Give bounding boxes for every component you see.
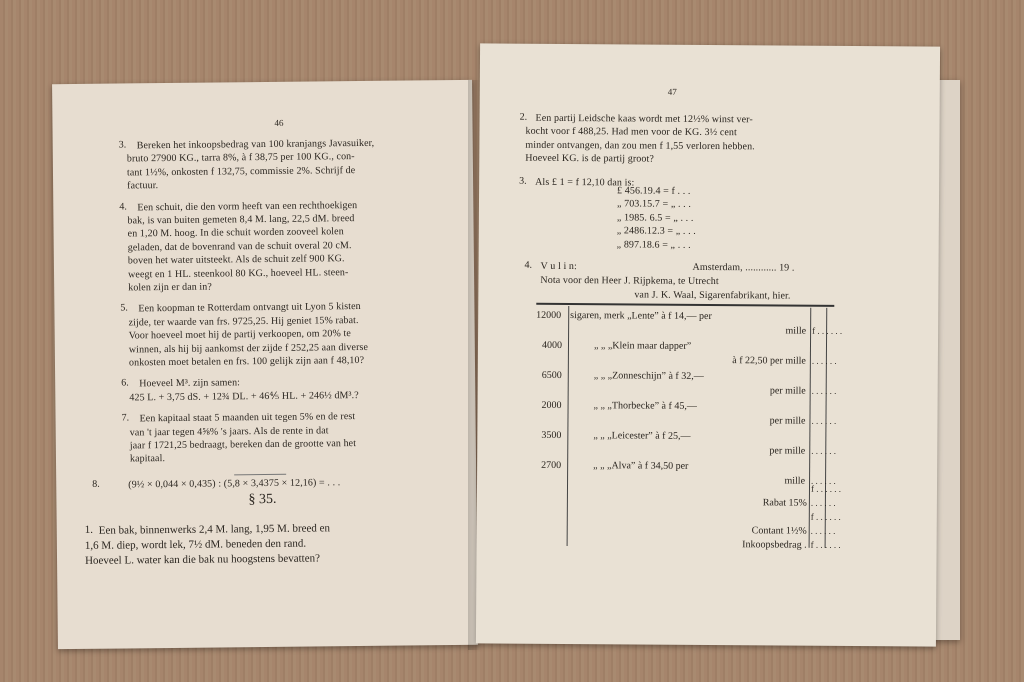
invoice-description: „ „ „Klein maar dapper” <box>593 340 692 352</box>
exercise-text-line: van 't jaar tegen 4⅝% 's jaars. Als de rente in dat <box>129 424 329 439</box>
invoice-description: „ „ „Zonneschijn” à f 32,— <box>593 370 704 382</box>
total-label: Contant 1½% <box>751 525 807 537</box>
city-date: Amsterdam, ............ 19 . <box>692 261 795 274</box>
invoice-quantity: 12000 <box>536 309 562 321</box>
invoice-top-rule <box>536 303 834 307</box>
conversion-line: „ 2486.12.3 = „ . . . <box>616 225 696 238</box>
exercise-number: 1. <box>84 523 94 536</box>
invoice-description-cont: per mille <box>769 385 806 397</box>
section-title: § 35. <box>248 491 277 508</box>
invoice-description-cont: mille <box>784 475 806 487</box>
invoice-amount: . . . . . . <box>811 415 837 426</box>
exercise-text-line: kocht voor f 488,25. Had men voor de KG. 3½ cent <box>525 126 737 139</box>
invoice-description-cont: per mille <box>769 415 806 427</box>
exercise-text-line: (9½ × 0,044 × 0,435) : (5,8 × 3,4375 × 12,16) = . . . <box>128 477 341 491</box>
exercise-text-line: tant 1½%, onkosten f 132,75, commissie 2%. Schrijf de <box>126 164 356 179</box>
exercise-text-line: Een schuit, die den vorm heeft van een rechthoekigen <box>137 199 358 213</box>
conversion-line: „ 897.18.6 = „ . . . <box>616 238 691 251</box>
exercise-number: 7. <box>121 412 130 424</box>
conversion-line: „ 1985. 6.5 = „ . . . <box>616 212 694 224</box>
invoice-description: sigaren, merk „Lente” à f 14,— per <box>570 310 712 323</box>
exercise-number: 6. <box>121 377 129 389</box>
nota-line-2: van J. K. Waal, Sigarenfabrikant, hier. <box>634 289 791 302</box>
exercise-text-line: 425 L. + 3,75 dS. + 12¾ DL. + 46⅘ HL. + 246½ dM³.? <box>129 389 359 404</box>
exercise-text-line: 1,6 M. diep, wordt lek, 7½ dM. beneden den rand. <box>84 537 307 552</box>
exercise-text-line: Een bak, binnenwerks 2,4 M. lang, 1,95 M. breed en <box>98 522 331 537</box>
invoice-quantity: 2000 <box>541 399 562 411</box>
exercise-number: 3. <box>519 175 527 187</box>
exercise-number: 2. <box>519 111 528 123</box>
invoice-description-cont: à f 22,50 per mille <box>732 355 806 367</box>
total-value: . . . . . . <box>810 525 836 536</box>
left-page <box>52 80 478 649</box>
exercise-number: 5. <box>120 302 128 314</box>
invoice-quantity: 3500 <box>541 429 562 441</box>
invoice-description-cont: per mille <box>769 445 806 457</box>
exercise-text-line: Een koopman te Rotterdam ontvangt uit Lyon 5 kisten <box>138 301 361 315</box>
invoice-amount: f . . . . . . <box>812 325 843 336</box>
exercise-text-line: onkosten moet betalen en frs. 100 gelijk zijn aan f 48,10? <box>128 354 365 369</box>
invoice-description: „ „ „Alva” à f 34,50 per <box>593 460 689 472</box>
invoice-amount: . . . . . . <box>811 445 837 456</box>
exercise-text-line: Als £ 1 = f 12,10 dan is: <box>535 176 635 189</box>
total-value: f . . . . . . <box>810 539 841 550</box>
exercise-text-line: boven het water uitsteekt. Als de schuit zelf 900 KG. <box>127 253 345 267</box>
exercise-text-line: weegt en 1 HL. steenkool 80 KG., hoeveel HL. steen- <box>127 266 349 281</box>
exercise-text-line: Hoeveel L. water kan die bak nu hoogstens bevatten? <box>84 552 320 567</box>
invoice-description: „ „ „Thorbecke” à f 45,— <box>593 400 697 412</box>
invoice-description: „ „ „Leicester” à f 25,— <box>593 430 691 442</box>
exercise-text-line: Bereken het inkoopsbedrag van 100 kranjangs Javasuiker, <box>136 137 375 152</box>
exercise-number: 3. <box>118 139 127 151</box>
nota-line-1: Nota voor den Heer J. Rijpkema, te Utrecht <box>540 274 719 288</box>
exercise-number: 4. <box>119 201 127 213</box>
invoice-left-column-line <box>567 306 570 546</box>
left-page-number: 46 <box>274 117 284 128</box>
total-value: f . . . . . . <box>810 483 842 494</box>
exercise-text-line: bak, is van buiten gemeten 8,4 M. lang, 22,5 dM. breed <box>127 213 355 227</box>
invoice-quantity: 6500 <box>541 369 562 381</box>
invoice-quantity: 4000 <box>541 339 563 351</box>
invoice-amount: . . . . . . <box>811 385 837 396</box>
exercise-text-line: Hoeveel M³. zijn samen: <box>139 377 241 390</box>
exercise-text-line: Hoeveel KG. is de partij groot? <box>525 152 654 165</box>
right-page-number: 47 <box>667 86 677 97</box>
total-value: f . . . . . . <box>810 511 841 522</box>
total-label: Rabat 15% <box>762 497 807 509</box>
exercise-text-line: geladen, dat de bovenrand van de schuit overal 20 cM. <box>127 239 352 254</box>
invoice-quantity: 2700 <box>541 459 562 471</box>
exercise-text-line: winnen, als hij bij aankomst der zijde f 252,25 aan diverse <box>128 341 369 356</box>
exercise-number: 8. <box>92 478 100 490</box>
exercise-text-line: Een kapitaal staat 5 maanden uit tegen 5% en de rest <box>139 411 356 425</box>
exercise-text-line: kapitaal. <box>129 453 166 465</box>
exercise-text-line: bruto 27900 KG., tarra 8%, à f 38,75 per 100 KG., con- <box>126 151 355 165</box>
invoice-amount: . . . . . . <box>811 475 836 486</box>
invoice-amount: . . . . . . <box>811 355 837 366</box>
total-label: Inkoopsbedrag . <box>742 539 807 551</box>
exercise-text-line: Voor hoeveel moet hij de partij verkoopen, om 20% te <box>128 328 351 342</box>
exercise-text-line: factuur. <box>127 180 159 192</box>
right-page <box>476 43 940 646</box>
conversion-line: „ 703.15.7 = „ . . . <box>616 198 692 211</box>
exercise-text-line: jaar f 1721,25 bedraagt, bereken dan de grootte van het <box>129 438 357 452</box>
exercise-number: 4. <box>524 259 533 271</box>
exercise-text-line: zijde, ter waarde van frs. 9725,25. Hij geniet 15% rabat. <box>128 314 359 329</box>
exercise-text-line: en 1,20 M. hoog. In die schuit worden zooveel kolen <box>127 226 344 240</box>
exercise-text-line: kolen zijn er dan in? <box>128 281 212 294</box>
fill-in-label: V u l i n: <box>540 260 577 273</box>
invoice-description-cont: mille <box>785 325 807 337</box>
exercise-text-line: Een partij Leidsche kaas wordt met 12½% winst ver- <box>535 112 753 126</box>
conversion-line: £ 456.19.4 = f . . . <box>617 185 691 197</box>
total-value: . . . . . . <box>810 497 836 508</box>
exercise-text-line: minder ontvangen, dan zou men f 1,55 verloren hebben. <box>525 139 755 153</box>
divider <box>234 474 286 476</box>
